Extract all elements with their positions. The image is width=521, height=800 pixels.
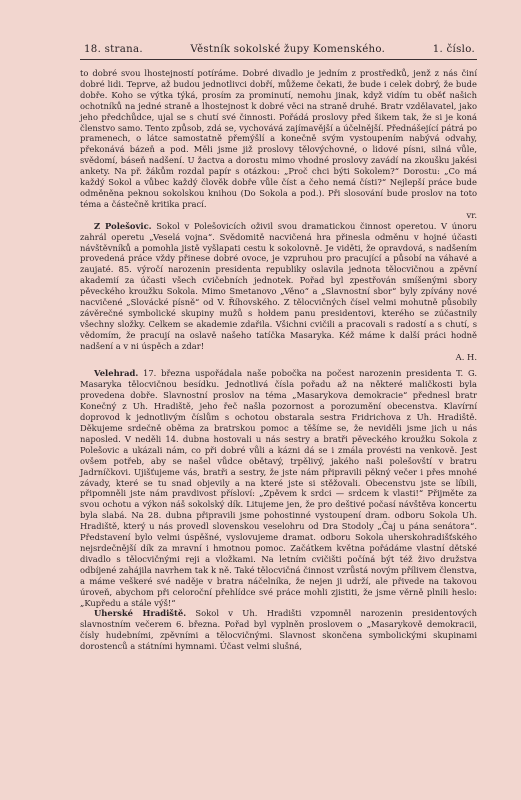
report-heading: Z Polešovic. xyxy=(94,220,152,231)
report-uherske-hradiste xyxy=(80,608,477,652)
signature: A. H. xyxy=(455,351,477,362)
paragraph-text: Sokol v Uh. Hradišti vzpomněl narozenin presidentových slavnostním večerem 6. března. Pořad byl vyplněn proslovem o „Masarykově demokracii, čísly hudebními, zpěvními a tělocvičnými. Slavnost skončena symbolickými skupinami dorostenců a státními hymnami. Účast velmi slušná, xyxy=(80,608,477,652)
running-header xyxy=(80,44,477,59)
report-heading: Velehrad. xyxy=(94,368,139,379)
issue-number: 1. číslo. xyxy=(432,44,475,55)
article-body xyxy=(80,68,477,652)
signature: vr. xyxy=(466,209,477,220)
paragraph-text: Sokol v Polešovicích oživil svou dramatickou činnost operetou. V únoru zahrál operetu „Veselá vojna“. Svědomitě nacvičená hra přinesla odměnu v hojné účasti návštěvníků a pomohla jistě vyšlapati cestu k sokolovně. Je viděti, že opravdová, s nadšením provedená práce vždy přinese dobré ovoce, je vzpruhou pro pracující a působí na váhavé a zaujaté. 85. výročí narozenin presidenta republiky oslavila jednota tělocvičnou a zpěvní akademií za účasti všech cvičebních jednotek. Pořad byl zpestřován smíšenými sbory pěveckého kroužku Sokola. Mimo Smetanovo „Věno“ a „Slavnostní sbor“ byly zpívány nové nacvičené „Slovácké písně“ od V. Říhovského. Z tělocvičných čísel velmi mohutně působily závěrečné symbolické skupiny mužů s hołdem panu presidentovi, kterého se zúčastnily všechny složky. Celkem se akademie zdařila. Všichni cvičili a pracovali s radostí a s chutí, s vědomím, že pracují na oslavě našeho tatíčka Masaryka. Kéž máme k další práci hodně nadšení a v ni úspěch a zdar! xyxy=(80,220,478,351)
report-heading: Uherské Hradiště. xyxy=(94,608,187,619)
paragraph-text: to dobré svou lhostejností potíráme. Dobré divadlo je jedním z prostředků, jenž z nás činí dobré lidi. Teprve, až budou jednotlivci dobří, můžeme čekati, že bude i celek dobrý, že bude dobře. Koho se výtka týká, prosím za prominutí, nemohu jinak, když vidím tu oběť našich ochotníků na jedné straně a lhostejnost k dobré věci na straně druhé. Bratr vzdělavatel, jako jeho předchůdce, ujal se s chutí své činnosti. Pořádá proslovy před šikem tak, že si je koná členstvo samo. Tento způsob, zdá se, vychovává zajímavější a účelnější. Přednášející pátrá po pramenech, o látce samostatně přemýšlí a konečně svým vystoupením nabývá odvahy, překonává bázeň a pod. Měli jsme již proslovy tělovýchovné, o lidové písni, silná vůle, svědomí, báseň nadšení. U žactva a dorostu mimo vhodné proslovy zavádí na zkoušku jakési ankety. Na př. žákům rozdal papír s otázkou: „Proč chci býti Sokolem?“ Dorostu: „Co má každý Sokol a vůbec každý člověk dobře vůle číst a čeho nemá čísti?“ Nejlepší práce bude odměněna peknou sokolskou knihou (Do Sokola a pod.). Při slosování bude proslov na toto téma a částečně kritika prací. xyxy=(80,68,477,209)
paragraph-text: 17. března uspořádala naše pobočka na počest narozenin presidenta T. G. Masaryka tělocvičnou besídku. Jednotlivá čísla pořadu až na některé maličkosti byla provedena dobře. Slavnostní proslov na téma „Masarykova demokracie“ přednesl bratr Konečný z Uh. Hradiště, jeho řeč našla pozornost a porozumění obecenstva. Klavírní doprovod k jednotlivým číslům s ochotou obstarala sestra Fridrichova z Uh. Hradiště. Děkujeme srdečně oběma za bratrskou pomoc a těšíme se, že neviděli jsme jich u nás naposled. V neděli 14. dubna hostovali u nás sestry a bratři pěveckého kroužku Sokola z Polešovic a ukázali nám, co při dobré vůli a kázni dá se i zmála provésti na venkově. Jest ovšem potřeb, aby se našel vůdce obětavý, trpělivý, jakého naši polešovští v bratru Jadrníčkovi. Ujišťujeme vás, bratři a sestry, že jste nám připravili pěkný večer i přes mnohé závady, které se tu snad objevily a na které jste si stěžovali. Obecenstvu jste se líbili, připomněli jste nám pravdivost přísloví: „Zpěvem k srdci — srdcem k vlasti!“ Přijměte za svou ochotu a výkon náš sokolský dík. Litujeme jen, že pro deštivé počasí návštěva koncertu byla slabá. Na 28. dubna připravili jsme pohostinné vystoupení dram. odboru Sokola Uh. Hradiště, který u nás provedl slovenskou veselohru od Dra Stodoly „Čaj u pána senátora“. Představení bylo velmi úspěšné, vyslovujeme dramat. odboru Sokola uherskohradišťského nejsrdečnější dík za mravní i hmotnou pomoc. Začátkem května pořádáme vlastní dětské divadlo s tělocvičnými reji a vložkami. Na letním cvičišti počíná být též živo družstva odbíjené zahájila navrhem tak k ně. Také tělocvičná činnost vzrůstá novým přílivem členstva, a máme veškeré své naděje v bratra náčelníka, že nejen ji udrží, ale přivede na takovou úroveň, abychom při celoroční přehlídce své práce mohli zjistiti, že jsme věrně plnili heslo: „Kupředu a stále výš!“ xyxy=(80,368,477,608)
page-number: 18. strana. xyxy=(84,44,143,55)
header-rule xyxy=(80,59,477,60)
report-polesovice xyxy=(80,221,477,352)
journal-title: Věstník sokolské župy Komenského. xyxy=(190,44,386,55)
paragraph-continuation xyxy=(80,68,477,210)
report-velehrad xyxy=(80,368,477,608)
